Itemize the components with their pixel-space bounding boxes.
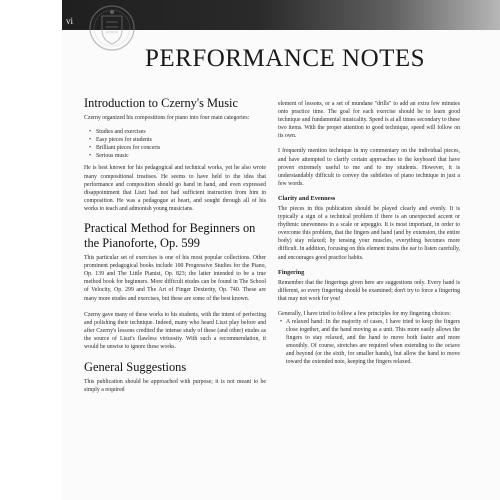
- clarity-heading: Clarity and Evenness: [278, 194, 336, 202]
- method-paragraph: Czerny gave many of these works to his students, with the intent of perfecting and polishing their technique. Indeed, many who heard Liszt play before and after Czerny's lessons credited the intense study of these (and other) etudes as the source of Liszt's flawless virtuosity. With such a recommendation, it would be unwise to ignore these works.: [84, 311, 266, 350]
- clarity-paragraph: The pieces in this publication should be played clearly and evenly. It is typically a sign of a technical problem if there is an unexpected accent or rhythmic unevenness in a scale or arpeggio. It is most important, in order to overcome this problem, that the fingers and hand (and by extension, the entire body) stay relaxed; by tensing your muscles, everything becomes more difficult. In addition, focusing on this element trains the ear to listen carefully, and encourages good practice habits.: [278, 205, 460, 261]
- category-list: [84, 128, 266, 160]
- general-paragraph: This publication should be approached with purpose; it is not meant to be simply a required: [84, 379, 266, 394]
- list-item: • Brilliant pieces for concerts: [96, 144, 266, 152]
- list-item: • Serious music: [96, 152, 266, 160]
- fingering-paragraph: Remember that the fingerings given here are suggestions only. Every hand is different, so every fingering should be examined; don't try to force a fingering that may not work for you!: [278, 279, 460, 302]
- method-paragraph: This particular set of exercises is one of his most popular collections. Other prominent pedagogical books include 100 Progressive Studies for the Piano, Op. 139 and The Little Pianist, Op. 823; the latter intended to be a true method book for beginners. More difficult etudes can be found in The School of Velocity, Op. 299 and The Art of Finger Dexterity, Op. 740. These are many more etudes and exercises, but these are some of the best known.: [84, 255, 266, 302]
- crest-seal-icon: [86, 4, 138, 56]
- right-column: [278, 100, 460, 367]
- intro-heading: Introduction to Czerny's Music: [84, 96, 238, 110]
- general-heading: General Suggestions: [84, 360, 187, 375]
- fingering-heading: Fingering: [278, 268, 305, 276]
- list-item: • Studies and exercises: [96, 128, 266, 136]
- page-number: vi: [66, 16, 74, 26]
- fingering-paragraph: Generally, I have tried to follow a few principles for my fingering choices:: [278, 310, 451, 317]
- left-column: [84, 96, 266, 394]
- fingering-list: [278, 318, 460, 367]
- intro-paragraph: He is best known for his pedagogical and technical works, yet he also wrote many compositional treatises. He seems to have held to the idea that performance and composition should go hand in hand, and even expressed disappointment that Liszt had not had sufficient instruction from him in composition. He was a pedagogue at heart, and sought through all of his works to teach and admonish young musicians.: [84, 165, 266, 212]
- body-paragraph: element of lessons, or a set of mundane "drills" to add an extra few minutes onto practice time. The goal for each exercise should be to learn good technique and fundamental musicality. Speed is at all times secondary to these two items. With the proper attention to good technique, speed will follow on its own.: [278, 101, 460, 140]
- method-heading: Practical Method for Beginners on the Pianoforte, Op. 599: [84, 221, 256, 251]
- intro-paragraph: Czerny organized his compositions for piano into four main categories:: [84, 115, 250, 121]
- list-item: • Easy pieces for students: [96, 136, 266, 144]
- list-item: • A relaxed hand: In the majority of cases, I have tried to keep the fingers close together, and the hand moving as a unit. This more easily allows the fingers to stay relaxed, and the hand to move both faster and more smoothly. Of course, stretches are required when extending to the octave and beyond (or the sixth, for smaller hands), but allow the hand to move toward the extended note, keeping the fingers relaxed.: [286, 318, 460, 367]
- page-gutter: [0, 0, 62, 500]
- body-paragraph: I frequently mention technique in my commentary on the individual pieces, and have attempted to clarify certain approaches to the keyboard that have proven extremely useful to me and to my students. However, it is understandably difficult to convey the subtleties of piano technique in just a few words.: [278, 148, 460, 187]
- page-title: PERFORMANCE NOTES: [145, 45, 426, 72]
